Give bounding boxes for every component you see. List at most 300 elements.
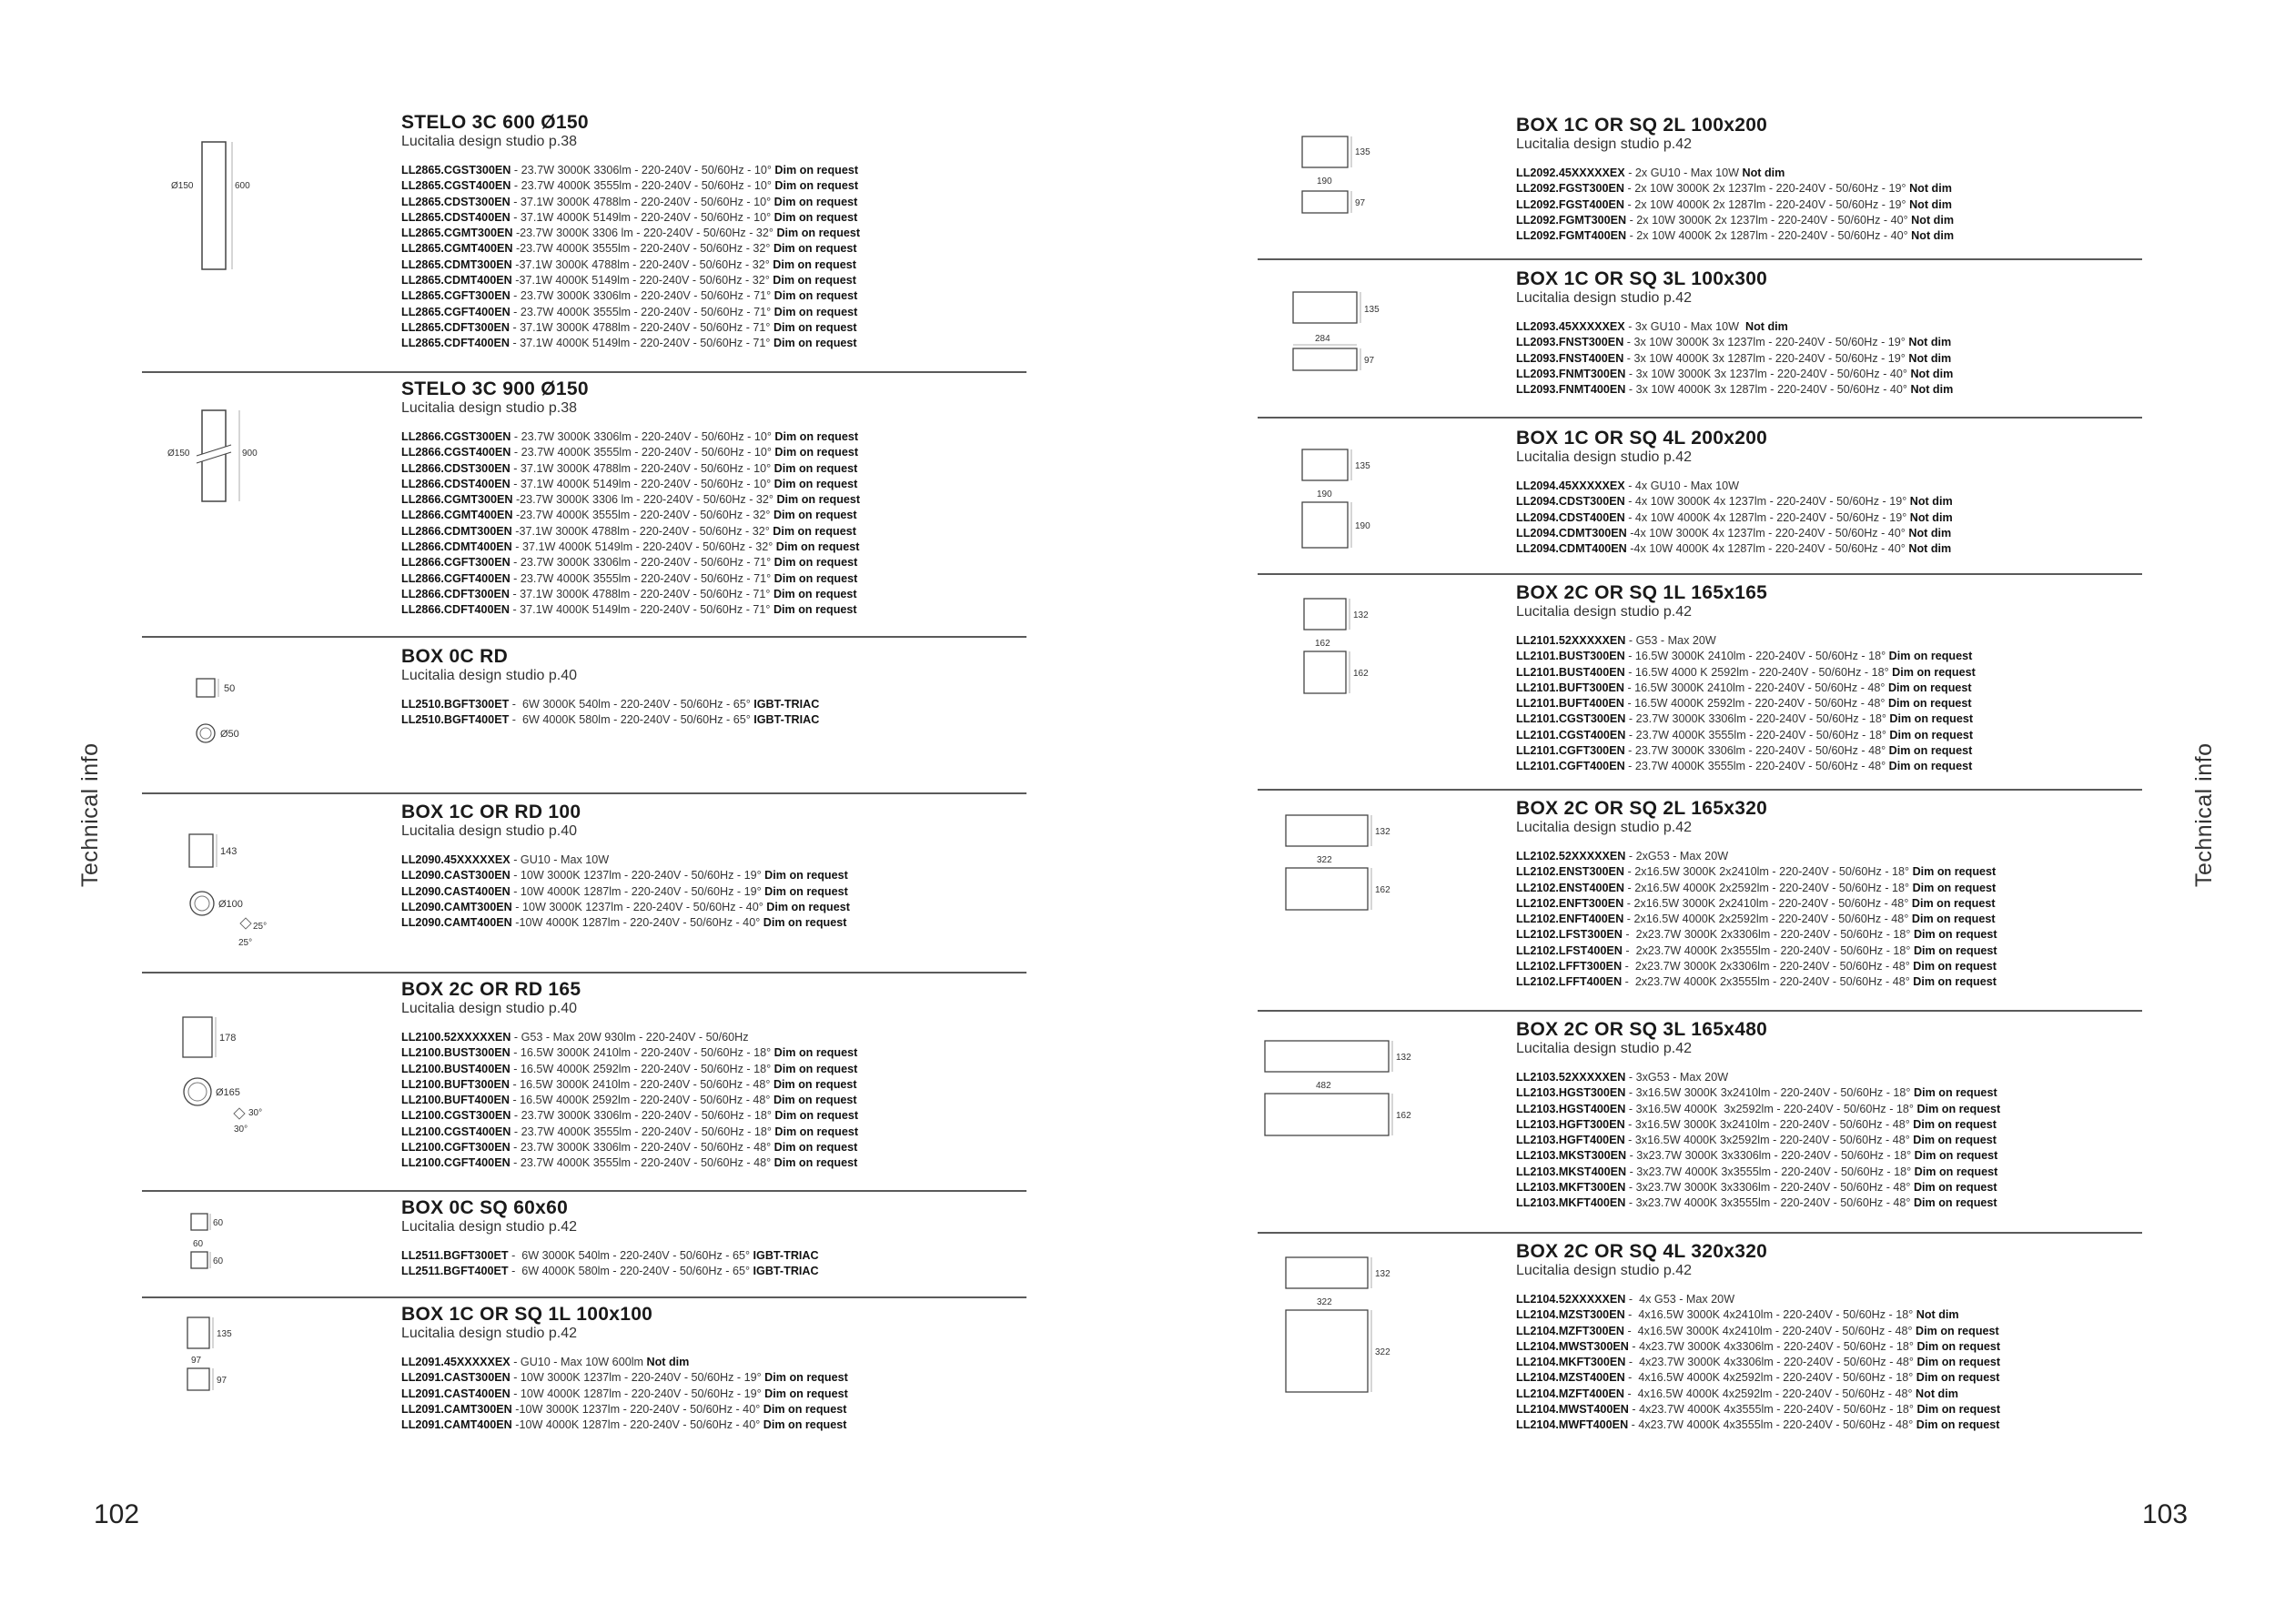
product-row [401, 915, 850, 931]
dim-label: 482 [1316, 1081, 1331, 1091]
product-dim: Dim on request [774, 446, 859, 459]
dim-label: 60 [193, 1239, 204, 1249]
product-row [1516, 927, 1997, 943]
product-code: LL2093.FNST300EN [1516, 336, 1624, 349]
product-spec: - 2x23.7W 4000K 2x3555lm - 220-240V - 50/60Hz - 18° [1622, 943, 1914, 957]
product-dim: Dim on request [764, 1371, 848, 1385]
product-spec: - 23.7W 3000K 3306lm - 220-240V - 50/60Hz - 18° [1625, 712, 1890, 726]
product-row [401, 1264, 819, 1279]
product-row [401, 320, 860, 336]
product-row [401, 852, 850, 868]
dim-label: 132 [1375, 827, 1390, 837]
product-code: LL2094.45XXXXXEX [1516, 479, 1625, 492]
dim-label: 162 [1315, 639, 1330, 649]
product-row [401, 477, 860, 492]
product-row [1516, 1195, 2000, 1211]
product-row [401, 273, 860, 288]
product-dim: Not dim [1909, 197, 1952, 211]
product-dim: Dim on request [1911, 896, 1996, 910]
product-dim: Not dim [1909, 495, 1953, 509]
product-spec: - 3x23.7W 3000K 3x3306lm - 220-240V - 50/60Hz - 48° [1625, 1181, 1914, 1195]
product-row [401, 305, 860, 320]
section-box-1c-sq-3l [1516, 268, 1953, 398]
product-dim: Dim on request [774, 430, 859, 443]
product-code: LL2090.CAMT300EN [401, 900, 512, 913]
product-code: LL2103.HGFT400EN [1516, 1134, 1625, 1147]
product-code: LL2866.CGFT300EN [401, 556, 511, 570]
product-row [1516, 665, 1976, 681]
product-dim: Not dim [1910, 367, 1954, 380]
product-code: LL2094.CDMT300EN [1516, 526, 1627, 540]
product-dim: Not dim [646, 1356, 690, 1368]
product-spec: - 10W 3000K 1237lm - 220-240V - 50/60Hz - 40° [511, 900, 767, 913]
section-title: BOX 2C OR SQ 4L 320x320 [1516, 1241, 1768, 1262]
product-row [1516, 1387, 2000, 1402]
section-subtitle: Lucitalia design studio p.42 [1516, 290, 1693, 306]
dim-label: 50 [224, 683, 236, 694]
product-spec: - 23.7W 4000K 3555lm - 220-240V - 50/60Hz - 18° [1625, 728, 1890, 741]
product-spec: - 3x 10W 3000K 3x 1237lm - 220-240V - 50/60Hz - 19° [1623, 336, 1909, 349]
product-spec: - 23.7W 4000K 3555lm - 220-240V - 50/60Hz - 18° [511, 1125, 775, 1138]
dim-label: 132 [1353, 610, 1369, 620]
product-code: LL2100.52XXXXXEN [401, 1031, 511, 1044]
product-code: LL2865.CDFT300EN [401, 320, 510, 334]
product-code: LL2102.52XXXXXEN [1516, 850, 1626, 862]
section-box-1c-sq-2l [1516, 115, 1954, 244]
product-spec: -10W 4000K 1287lm - 220-240V - 50/60Hz - 40° [511, 916, 763, 930]
product-code: LL2094.CDMT400EN [1516, 542, 1627, 556]
product-row [1516, 1180, 2000, 1195]
product-spec: - 2xG53 - Max 20W [1625, 850, 1729, 862]
dim-label: 900 [242, 449, 258, 459]
product-code: LL2091.CAMT300EN [401, 1402, 512, 1416]
product-dim: Dim on request [773, 1094, 857, 1107]
box-1c-sq-4l-drawing [1297, 444, 1406, 567]
section-subtitle: Lucitalia design studio p.42 [401, 1219, 578, 1235]
product-dim: Dim on request [1914, 1149, 1998, 1163]
product-code: LL2511.BGFT400ET [401, 1265, 509, 1278]
product-spec: - 2x 10W 3000K 2x 1237lm - 220-240V - 50/60Hz - 19° [1624, 182, 1910, 196]
product-spec: - 4x23.7W 4000K 4x3555lm - 220-240V - 50/60Hz - 48° [1628, 1418, 1916, 1432]
product-dim: Dim on request [774, 461, 858, 475]
product-row [1516, 166, 1954, 181]
product-row [401, 336, 860, 351]
product-code: LL2101.52XXXXXEN [1516, 634, 1626, 647]
product-row [1516, 1117, 2000, 1133]
stelo-600-drawing [164, 136, 273, 287]
product-code: LL2101.BUST400EN [1516, 665, 1625, 679]
product-spec: - 16.5W 3000K 2410lm - 220-240V - 50/60Hz - 48° [509, 1077, 774, 1091]
product-dim: Dim on request [774, 179, 859, 193]
product-code: LL2092.FGST300EN [1516, 182, 1624, 196]
product-row [1516, 1148, 2000, 1164]
dim-label: 135 [1355, 461, 1370, 471]
product-dim: IGBT-TRIAC [753, 1249, 819, 1262]
product-row [401, 587, 860, 602]
product-code: LL2866.CDMT300EN [401, 524, 512, 538]
product-dim: Dim on request [773, 509, 857, 522]
section-title: BOX 1C OR SQ 1L 100x100 [401, 1304, 653, 1325]
product-row [1516, 1102, 2000, 1117]
product-row [401, 1370, 848, 1386]
product-code: LL2100.CGFT400EN [401, 1156, 511, 1170]
product-row [401, 429, 860, 445]
page-number-left: 102 [94, 1499, 140, 1529]
product-code: LL2103.HGST300EN [1516, 1086, 1626, 1100]
product-dim: Dim on request [775, 540, 860, 554]
section-box-1c-sq-4l [1516, 428, 1953, 557]
product-row [1516, 649, 1976, 664]
product-dim: Dim on request [773, 1077, 857, 1091]
product-spec: - 6W 3000K 540lm - 220-240V - 50/60Hz - 65° [508, 1249, 753, 1262]
box-2c-sq-2l-drawing [1279, 810, 1415, 923]
product-code: LL2865.CDST300EN [401, 195, 511, 208]
product-spec: - 37.1W 3000K 4788lm - 220-240V - 50/60Hz - 71° [509, 320, 774, 334]
product-dim: Dim on request [773, 524, 856, 538]
product-dim: Dim on request [774, 477, 858, 490]
product-spec: - GU10 - Max 10W 600lm [510, 1356, 647, 1368]
product-dim: Dim on request [1913, 1117, 1997, 1131]
product-row [1516, 633, 1976, 649]
product-row [401, 697, 819, 712]
section-box-2c-sq-1l [1516, 582, 1976, 775]
product-spec: - 23.7W 4000K 3555lm - 220-240V - 50/60Hz - 10° [511, 446, 775, 459]
divider [142, 1296, 1026, 1298]
section-box-2c-sq-3l [1516, 1019, 2000, 1212]
product-code: LL2865.CDFT400EN [401, 337, 510, 350]
product-row [1516, 1370, 2000, 1386]
product-spec: - 23.7W 3000K 3306lm - 220-240V - 50/60Hz - 71° [510, 289, 774, 303]
product-spec: - 37.1W 4000K 5149lm - 220-240V - 50/60Hz - 10° [510, 477, 774, 490]
product-row [401, 1248, 819, 1264]
product-spec: - 2x16.5W 4000K 2x2592lm - 220-240V - 50/60Hz - 48° [1623, 913, 1912, 926]
product-spec: - 2x23.7W 3000K 2x3306lm - 220-240V - 50/60Hz - 18° [1622, 928, 1914, 942]
product-row [401, 1062, 858, 1077]
product-dim: Dim on request [1888, 744, 1973, 758]
product-row [401, 1077, 858, 1093]
product-dim: Dim on request [1913, 1196, 1997, 1210]
product-spec: - 10W 4000K 1287lm - 220-240V - 50/60Hz - 19° [510, 1387, 765, 1400]
section-title: BOX 2C OR SQ 3L 165x480 [1516, 1019, 1768, 1040]
product-spec: - 10W 3000K 1237lm - 220-240V - 50/60Hz - 19° [510, 1371, 765, 1385]
product-code: LL2101.BUFT400EN [1516, 697, 1624, 711]
box-1c-sq-2l-drawing [1297, 127, 1406, 232]
product-code: LL2104.MWST300EN [1516, 1339, 1629, 1353]
product-row [1516, 541, 1953, 557]
divider [142, 972, 1026, 973]
product-spec: - 10W 3000K 1237lm - 220-240V - 50/60Hz - 19° [510, 869, 765, 883]
product-dim: Dim on request [1888, 650, 1973, 663]
product-row [401, 195, 860, 210]
product-row [1516, 881, 1997, 896]
dim-label: 322 [1317, 1297, 1332, 1307]
product-spec: - 2x 10W 3000K 2x 1237lm - 220-240V - 50/60Hz - 40° [1626, 213, 1912, 227]
product-dim: Dim on request [1892, 665, 1976, 679]
product-code: LL2104.MZFT400EN [1516, 1387, 1624, 1400]
divider [142, 371, 1026, 373]
product-dim: Dim on request [773, 603, 857, 617]
box-2c-sq-4l-drawing [1279, 1252, 1415, 1411]
product-dim: Dim on request [1916, 1324, 1999, 1337]
product-code: LL2100.BUFT400EN [401, 1094, 510, 1107]
product-dim: Not dim [1744, 320, 1788, 333]
section-title: BOX 1C OR SQ 3L 100x300 [1516, 268, 1768, 289]
section-title: STELO 3C 600 Ø150 [401, 112, 589, 133]
product-code: LL2866.CDST300EN [401, 461, 511, 475]
product-code: LL2100.CGST400EN [401, 1125, 511, 1138]
section-stelo-900 [401, 378, 860, 619]
product-dim: IGBT-TRIAC [753, 1265, 819, 1278]
product-row [401, 884, 850, 900]
product-spec: - 3x 10W 4000K 3x 1287lm - 220-240V - 50/60Hz - 19° [1623, 351, 1909, 365]
product-row [1516, 1402, 2000, 1417]
product-row [1516, 1292, 2000, 1307]
product-dim: Dim on request [773, 242, 857, 256]
product-dim: Dim on request [773, 587, 857, 600]
product-dim: Not dim [1910, 383, 1954, 397]
product-code: LL2104.MZFT300EN [1516, 1324, 1624, 1337]
divider [1258, 573, 2142, 575]
product-dim: Dim on request [1889, 728, 1974, 741]
product-dim: Not dim [1742, 166, 1785, 179]
product-row [401, 1402, 848, 1417]
product-code: LL2510.BGFT400ET [401, 713, 510, 727]
product-row [401, 1030, 858, 1045]
product-dim: Dim on request [1913, 960, 1997, 973]
product-spec: - 2x GU10 - Max 10W [1624, 166, 1743, 179]
product-code: LL2510.BGFT300ET [401, 698, 510, 711]
dim-label: 178 [219, 1033, 237, 1044]
product-dim: Dim on request [1916, 1339, 2001, 1353]
product-code: LL2090.CAST300EN [401, 869, 511, 883]
dim-label: 60 [213, 1256, 224, 1266]
product-spec: -37.1W 4000K 5149lm - 220-240V - 50/60Hz - 32° [511, 274, 774, 287]
dim-label: 97 [1355, 198, 1366, 208]
section-title: STELO 3C 900 Ø150 [401, 378, 589, 399]
product-row [401, 602, 860, 618]
product-dim: Dim on request [776, 227, 861, 240]
section-subtitle: Lucitalia design studio p.38 [401, 400, 578, 416]
product-row [1516, 1133, 2000, 1148]
product-dim: Dim on request [774, 1156, 858, 1170]
dim-label: Ø165 [216, 1087, 240, 1098]
dim-label: Ø150 [167, 449, 190, 459]
product-dim: Dim on request [1913, 975, 1997, 989]
section-subtitle: Lucitalia design studio p.42 [1516, 449, 1693, 465]
dim-label: 97 [217, 1376, 228, 1386]
product-row [1516, 351, 1953, 367]
product-dim: Dim on request [1911, 913, 1996, 926]
product-spec: - 3x16.5W 3000K 3x2410lm - 220-240V - 50/60Hz - 48° [1624, 1117, 1914, 1131]
product-dim: Dim on request [764, 884, 848, 898]
divider [1258, 789, 2142, 791]
dim-label: 132 [1396, 1053, 1411, 1063]
product-code: LL2866.CDFT400EN [401, 603, 510, 617]
product-spec: - 23.7W 4000K 3555lm - 220-240V - 50/60Hz - 71° [510, 571, 774, 585]
product-dim: Dim on request [1889, 712, 1974, 726]
product-dim: Dim on request [773, 320, 857, 334]
product-dim: Dim on request [763, 1418, 847, 1432]
product-code: LL2104.52XXXXXEN [1516, 1293, 1626, 1306]
product-row [1516, 367, 1953, 382]
product-spec: - 3x23.7W 4000K 3x3555lm - 220-240V - 50/60Hz - 48° [1625, 1196, 1914, 1210]
product-spec: - 16.5W 3000K 2410lm - 220-240V - 50/60Hz - 18° [510, 1046, 774, 1060]
product-spec: - 16.5W 3000K 2410lm - 220-240V - 50/60Hz - 48° [1623, 681, 1888, 694]
product-row [1516, 1085, 2000, 1101]
product-spec: - 37.1W 3000K 4788lm - 220-240V - 50/60Hz - 10° [510, 195, 774, 208]
product-dim: Dim on request [774, 571, 858, 585]
product-code: LL2090.CAST400EN [401, 884, 511, 898]
product-row [401, 288, 860, 304]
product-row [401, 445, 860, 460]
product-spec: - 2x 10W 4000K 2x 1287lm - 220-240V - 50/60Hz - 40° [1626, 229, 1912, 243]
product-code: LL2091.45XXXXXEX [401, 1356, 511, 1368]
product-spec: -37.1W 3000K 4788lm - 220-240V - 50/60Hz - 32° [511, 257, 774, 271]
product-code: LL2100.CGFT300EN [401, 1141, 511, 1155]
section-subtitle: Lucitalia design studio p.42 [1516, 1263, 1693, 1278]
product-row [401, 492, 860, 508]
section-subtitle: Lucitalia design studio p.40 [401, 668, 578, 683]
product-row [401, 712, 819, 728]
product-code: LL2101.BUFT300EN [1516, 681, 1624, 694]
product-dim: Dim on request [774, 1109, 859, 1123]
product-code: LL2092.FGMT300EN [1516, 213, 1627, 227]
product-code: LL2866.CGMT300EN [401, 493, 513, 507]
product-dim: Dim on request [1888, 760, 1973, 773]
product-spec: - 2x23.7W 4000K 2x3555lm - 220-240V - 50/60Hz - 48° [1622, 975, 1914, 989]
product-code: LL2093.FNMT400EN [1516, 383, 1626, 397]
page-number-right: 103 [2142, 1499, 2189, 1529]
product-row [1516, 743, 1976, 759]
product-spec: - 3x16.5W 4000K 3x2592lm - 220-240V - 50/60Hz - 48° [1624, 1134, 1914, 1147]
product-row [1516, 228, 1954, 244]
product-spec: - 16.5W 3000K 2410lm - 220-240V - 50/60Hz - 18° [1624, 650, 1889, 663]
product-dim: IGBT-TRIAC [753, 698, 820, 711]
dim-label: Ø100 [218, 899, 243, 910]
product-dim: Dim on request [1916, 1403, 2001, 1417]
product-code: LL2866.CDFT300EN [401, 587, 510, 600]
product-row [1516, 197, 1954, 213]
product-row [401, 900, 850, 915]
product-row [401, 210, 860, 226]
product-dim: Not dim [1909, 510, 1953, 524]
product-dim: Dim on request [773, 337, 857, 350]
product-dim: Not dim [1908, 526, 1952, 540]
section-title: BOX 0C SQ 60x60 [401, 1197, 569, 1218]
product-spec: - 2x 10W 4000K 2x 1287lm - 220-240V - 50/60Hz - 19° [1624, 197, 1910, 211]
product-row [1516, 759, 1976, 774]
box-1c-rd-drawing [182, 823, 291, 964]
product-spec: - 23.7W 4000K 3555lm - 220-240V - 50/60Hz - 10° [511, 179, 775, 193]
product-spec: - 4x16.5W 4000K 4x2592lm - 220-240V - 50/60Hz - 18° [1624, 1371, 1916, 1385]
product-spec: - 4x 10W 3000K 4x 1237lm - 220-240V - 50/60Hz - 19° [1624, 495, 1910, 509]
product-dim: Dim on request [773, 257, 856, 271]
product-dim: Dim on request [1913, 1181, 1997, 1195]
dim-label: 25° [238, 938, 253, 948]
section-box-2c-rd-165 [401, 979, 858, 1172]
product-spec: - 23.7W 4000K 3555lm - 220-240V - 50/60Hz - 71° [510, 305, 774, 318]
product-code: LL2093.FNMT300EN [1516, 367, 1626, 380]
product-code: LL2100.BUST300EN [401, 1046, 511, 1060]
product-spec: - 23.7W 3000K 3306lm - 220-240V - 50/60Hz - 48° [510, 1141, 774, 1155]
product-row [1516, 526, 1953, 541]
product-code: LL2511.BGFT300ET [401, 1249, 509, 1262]
product-spec: - 6W 4000K 580lm - 220-240V - 50/60Hz - 65° [508, 1265, 753, 1278]
product-spec: - 3x16.5W 4000K 3x2592lm - 220-240V - 50/60Hz - 18° [1625, 1102, 1917, 1115]
product-row [1516, 864, 1997, 880]
product-dim: Dim on request [774, 305, 858, 318]
product-spec: -23.7W 3000K 3306 lm - 220-240V - 50/60Hz - 32° [512, 227, 777, 240]
product-dim: Dim on request [774, 1046, 858, 1060]
product-dim: Not dim [1908, 351, 1952, 365]
product-spec: - 4x16.5W 3000K 4x2410lm - 220-240V - 50/60Hz - 48° [1623, 1324, 1916, 1337]
product-code: LL2865.CGFT400EN [401, 305, 511, 318]
dim-label: 132 [1375, 1269, 1390, 1279]
product-spec: - 4x G53 - Max 20W [1625, 1293, 1735, 1306]
dim-label: 284 [1315, 334, 1330, 344]
section-stelo-600 [401, 112, 860, 352]
product-code: LL2090.CAMT400EN [401, 916, 512, 930]
product-row [401, 1125, 858, 1140]
product-code: LL2091.CAST400EN [401, 1387, 511, 1400]
product-dim: Dim on request [1914, 1165, 1998, 1178]
product-row [401, 1387, 848, 1402]
side-label-left: Technical info [77, 742, 103, 887]
box-2c-sq-3l-drawing [1258, 1035, 1421, 1149]
divider [1258, 258, 2142, 260]
section-box-2c-sq-4l [1516, 1241, 2000, 1434]
product-code: LL2104.MZST400EN [1516, 1371, 1625, 1385]
box-2c-sq-1l-drawing [1297, 591, 1406, 714]
dim-label: 97 [191, 1356, 202, 1366]
product-dim: Dim on request [1913, 1086, 1997, 1100]
product-dim: Dim on request [764, 869, 848, 883]
product-spec: -37.1W 3000K 4788lm - 220-240V - 50/60Hz - 32° [511, 524, 774, 538]
product-dim: Dim on request [1916, 1371, 2000, 1385]
dim-label: 162 [1396, 1111, 1411, 1121]
product-code: LL2865.CGMT300EN [401, 227, 513, 240]
product-code: LL2100.BUST400EN [401, 1062, 511, 1075]
product-row [1516, 181, 1954, 197]
dim-label: 322 [1375, 1347, 1390, 1357]
product-row [1516, 319, 1953, 335]
product-code: LL2866.CGST300EN [401, 430, 511, 443]
product-spec: - 16.5W 4000 K 2592lm - 220-240V - 50/60Hz - 18° [1624, 665, 1893, 679]
divider [1258, 1232, 2142, 1234]
product-code: LL2101.CGST400EN [1516, 728, 1626, 741]
product-row [1516, 896, 1997, 912]
product-spec: - 16.5W 4000K 2592lm - 220-240V - 50/60Hz - 18° [510, 1062, 774, 1075]
product-code: LL2092.45XXXXXEX [1516, 166, 1625, 179]
dim-label: 162 [1375, 885, 1390, 895]
product-row [401, 508, 860, 523]
product-spec: - 4x16.5W 4000K 4x2592lm - 220-240V - 50/60Hz - 48° [1623, 1387, 1916, 1400]
product-code: LL2104.MWFT400EN [1516, 1418, 1629, 1432]
product-spec: -23.7W 4000K 3555lm - 220-240V - 50/60Hz - 32° [512, 242, 774, 256]
product-dim: Dim on request [1913, 928, 1997, 942]
product-row [401, 1155, 858, 1171]
product-dim: Dim on request [776, 493, 861, 507]
product-row [1516, 1307, 2000, 1323]
section-title: BOX 2C OR RD 165 [401, 979, 581, 1000]
product-code: LL2865.CGST400EN [401, 179, 511, 193]
product-dim: Dim on request [763, 916, 847, 930]
product-code: LL2104.MKFT300EN [1516, 1356, 1626, 1369]
product-dim: Dim on request [774, 556, 858, 570]
product-spec: - 23.7W 3000K 3306lm - 220-240V - 50/60Hz - 48° [1624, 744, 1889, 758]
product-row [1516, 696, 1976, 711]
section-title: BOX 1C OR SQ 2L 100x200 [1516, 115, 1768, 136]
